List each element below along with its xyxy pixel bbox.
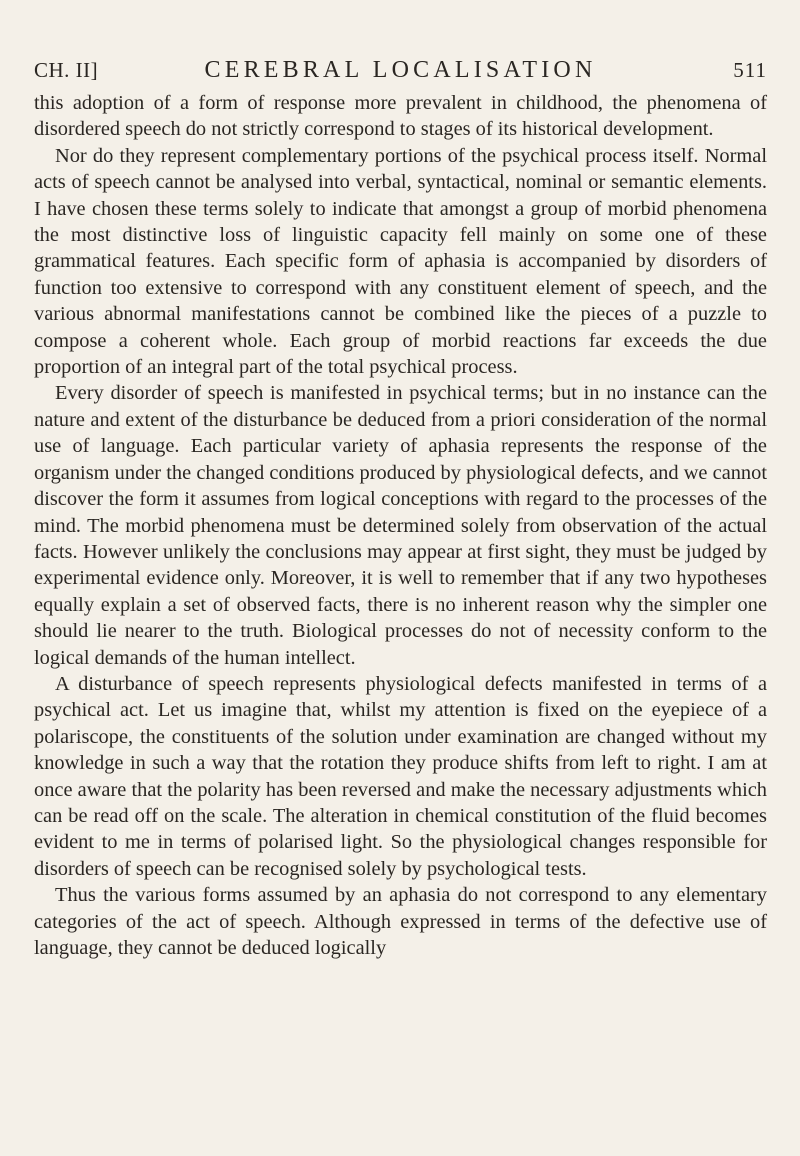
paragraph: Thus the various forms assumed by an aphasia do not correspond to any elementary categories of the act of speech. Although expressed in terms of the defective use of language, they cannot be deduced logically	[34, 884, 767, 959]
chapter-label: CH. II]	[34, 58, 99, 82]
paragraph-continuation: this adoption of a form of response more prevalent in childhood, the phenomena of disordered speech do not strictly correspond to stages of its historical development.	[34, 92, 767, 141]
page-number: 511	[733, 58, 767, 82]
body-text	[34, 90, 767, 961]
paragraph: Every disorder of speech is manifested in psychical terms; but in no instance can the nature and extent of the disturbance be deduced from a priori consideration of the normal use of language. Each particular variety of aphasia represents the response of the organism under the changed conditions produced by physiological defects, and we cannot discover the form it assumes from logical conceptions with regard to the processes of the mind. The morbid phenomena must be determined solely from observation of the actual facts. However unlikely the conclusions may appear at first sight, they must be judged by experimental evidence only. Moreover, it is well to remember that if any two hypotheses equally explain a set of observed facts, there is no inherent reason why the simpler one should lie nearer to the truth. Biological processes do not of necessity conform to the logical demands of the human intellect.	[34, 382, 767, 669]
book-page	[34, 52, 767, 961]
paragraph: A disturbance of speech represents physiological defects manifested in terms of a psychical act. Let us imagine that, whilst my attention is fixed on the eyepiece of a polariscope, the constituents of the solution under examination are changed without my knowledge in such a way that the rotation they produce shifts from left to right. I am at once aware that the polarity has been reversed and make the necessary adjustments which can be read off on the scale. The alteration in chemical constitution of the fluid becomes evident to me in terms of polarised light. So the physiological changes responsible for disorders of speech can be recognised solely by psychological tests.	[34, 672, 767, 880]
paragraph: Nor do they represent complementary portions of the psychical process itself. Normal acts of speech cannot be analysed into verbal, syntactical, nominal or semantic elements. I have chosen these terms solely to indicate that amongst a group of morbid phenomena the most distinctive loss of linguistic capacity fell mainly on some one of these grammatical features. Each specific form of aphasia is accompanied by disorders of function too extensive to correspond with any constituent element of speech, and the various abnormal manifestations cannot be combined like the pieces of a puzzle to compose a coherent whole. Each group of morbid reactions far exceeds the due proportion of an integral part of the total psychical process.	[34, 144, 767, 379]
running-title: CEREBRAL LOCALISATION	[204, 57, 597, 83]
running-head	[34, 52, 767, 88]
